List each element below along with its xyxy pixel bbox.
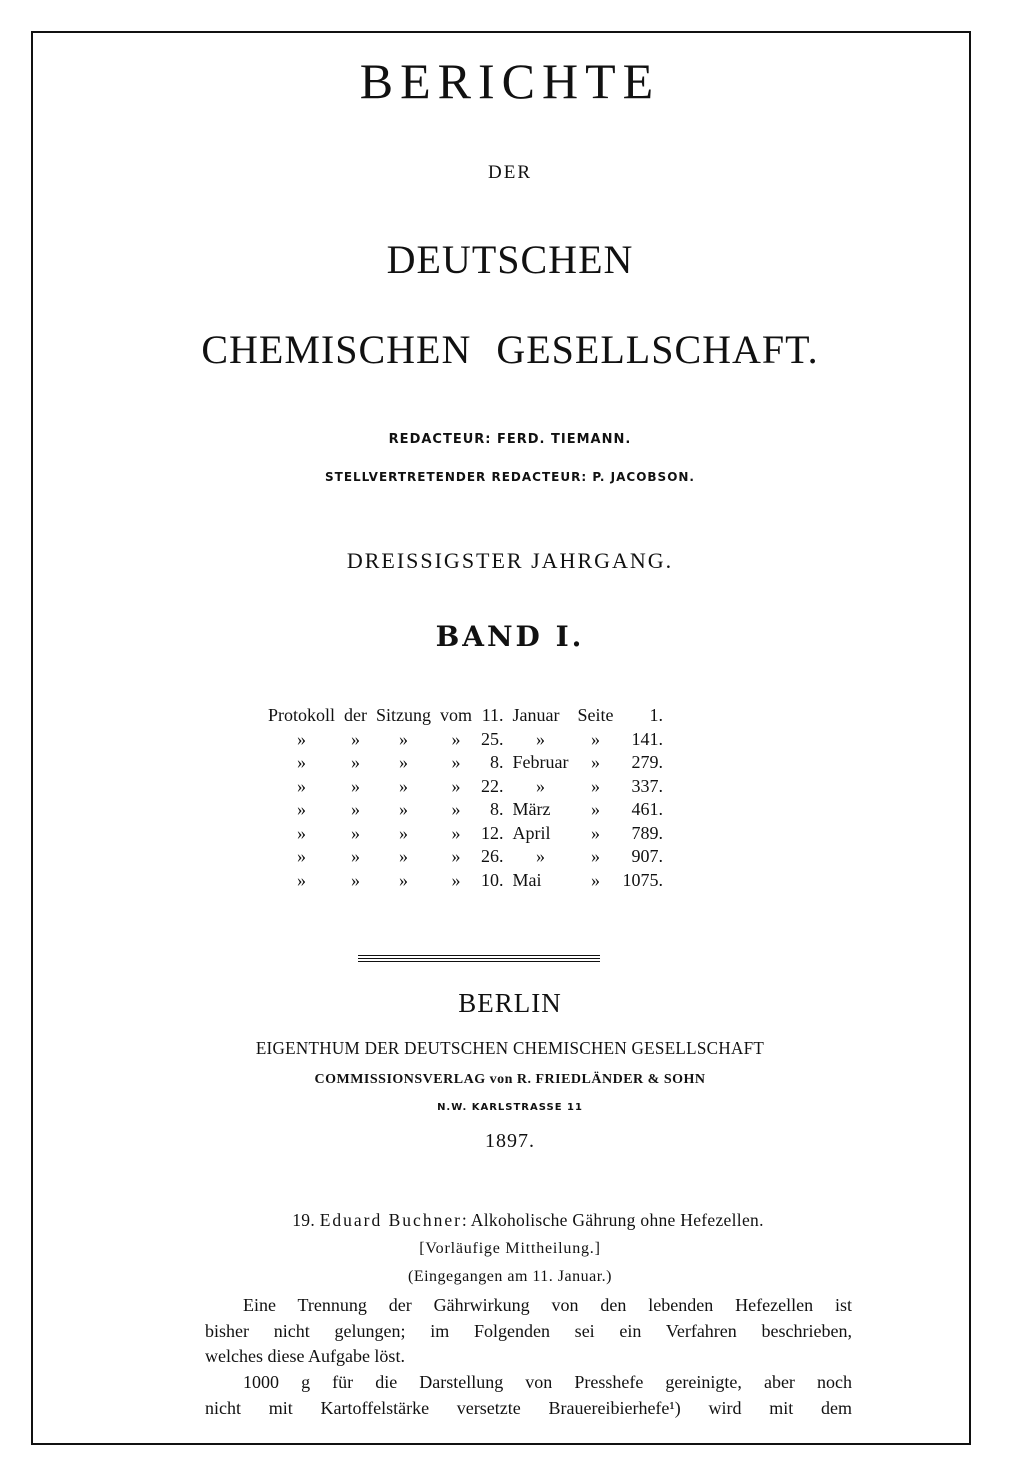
- session-cell-seite: »: [591, 799, 601, 819]
- session-cell-c3: »: [399, 752, 408, 772]
- session-cell-c1: »: [297, 846, 306, 866]
- session-cell-c4: »: [451, 869, 461, 890]
- article-title: : Alkoholische Gährung ohne Hefezellen.: [461, 1210, 764, 1230]
- session-cell-c1: »: [297, 799, 306, 819]
- session-cell-seite: »: [591, 752, 601, 772]
- volume-year-heading: DREISSIGSTER JAHRGANG.: [346, 548, 674, 573]
- session-cell-c1: Protokoll: [268, 705, 336, 725]
- session-cell-c2: »: [351, 728, 360, 749]
- session-cell-seite: »: [591, 728, 601, 749]
- session-cell-month: »: [536, 728, 546, 749]
- band-heading: BAND I.: [435, 620, 585, 653]
- session-cell-day: 8.: [490, 799, 504, 819]
- imprint-publisher: COMMISSIONSVERLAG von R. FRIEDLÄNDER & SOHN: [314, 1072, 706, 1087]
- session-cell-c2: »: [351, 846, 360, 866]
- session-cell-c4: »: [451, 822, 461, 843]
- session-cell-c4: »: [451, 752, 461, 772]
- session-cell-c2: »: [351, 775, 360, 796]
- article-paragraph-line: nicht mit Kartoffelstärke versetzte Brauereibierhefe¹) wird mit dem: [205, 1397, 852, 1418]
- session-protocol-table: [268, 704, 663, 892]
- session-cell-c4: »: [451, 846, 461, 866]
- session-cell-page: 279.: [631, 752, 664, 772]
- session-cell-c3: »: [399, 799, 408, 819]
- session-cell-month: März: [512, 799, 551, 819]
- title-deutschen: DEUTSCHEN: [386, 237, 634, 282]
- session-cell-page: 461.: [631, 799, 664, 819]
- session-cell-c4: »: [451, 775, 461, 796]
- session-cell-page: 1.: [649, 705, 664, 725]
- session-cell-page: 907.: [631, 846, 664, 866]
- imprint-owner: EIGENTHUM DER DEUTSCHEN CHEMISCHEN GESELLSCHAFT: [255, 1038, 765, 1058]
- session-row: [268, 704, 663, 728]
- session-cell-c1: »: [297, 822, 306, 843]
- session-cell-c1: »: [297, 728, 306, 749]
- session-cell-month: Januar: [512, 705, 560, 725]
- session-cell-c4: »: [451, 799, 461, 819]
- article-paragraph-line: Eine Trennung der Gährwirkung von den lebenden Hefezellen ist: [243, 1295, 852, 1315]
- article-author: Eduard Buchner: [319, 1210, 462, 1230]
- session-cell-day: 22.: [481, 775, 504, 796]
- divider-rule: [358, 955, 600, 956]
- session-cell-c2: »: [351, 752, 360, 772]
- session-cell-c4: vom: [440, 705, 473, 725]
- article-received: (Eingegangen am 11. Januar.): [407, 1268, 612, 1285]
- article-note: [Vorläufige Mittheilung.]: [419, 1240, 601, 1257]
- imprint-year: 1897.: [485, 1130, 535, 1152]
- title-chemischen-gesellschaft: CHEMISCHEN GESELLSCHAFT.: [201, 327, 819, 372]
- session-cell-day: 26.: [481, 846, 504, 866]
- article-paragraph-line: bisher nicht gelungen; im Folgenden sei ein Verfahren beschrieben,: [205, 1320, 852, 1341]
- session-cell-page: 1075.: [622, 869, 664, 890]
- session-cell-seite: »: [591, 869, 601, 890]
- imprint-address: N.W. KARLSTRASSE 11: [437, 1102, 583, 1113]
- session-cell-c3: »: [399, 869, 408, 890]
- session-row: [268, 751, 663, 775]
- session-cell-seite: Seite: [577, 705, 614, 725]
- session-cell-page: 141.: [631, 728, 664, 749]
- session-cell-c4: »: [451, 728, 461, 749]
- session-row: [268, 869, 663, 893]
- article-heading: [203, 1210, 853, 1231]
- session-row: [268, 798, 663, 822]
- session-cell-page: 789.: [631, 822, 664, 843]
- title-berichte: BERICHTE: [359, 53, 661, 109]
- title-der: DER: [488, 162, 532, 183]
- divider-rule: [358, 961, 600, 962]
- session-cell-day: 10.: [481, 869, 504, 890]
- session-cell-c2: »: [351, 869, 360, 890]
- session-cell-day: 12.: [481, 822, 504, 843]
- session-row: [268, 845, 663, 869]
- session-row: [268, 728, 663, 752]
- session-cell-c3: »: [399, 822, 408, 843]
- session-cell-month: April: [512, 822, 551, 843]
- session-cell-c3: Sitzung: [376, 705, 432, 725]
- session-cell-c2: der: [344, 705, 367, 725]
- session-cell-day: 11.: [481, 705, 504, 725]
- session-cell-c3: »: [399, 775, 408, 796]
- session-row: [268, 775, 663, 799]
- session-cell-month: Mai: [512, 869, 542, 890]
- session-cell-c3: »: [399, 728, 408, 749]
- session-cell-c1: »: [297, 775, 306, 796]
- session-cell-month: »: [536, 775, 546, 796]
- session-row: [268, 822, 663, 846]
- session-cell-seite: »: [591, 822, 601, 843]
- session-cell-c1: »: [297, 752, 306, 772]
- editor-line: REDACTEUR: FERD. TIEMANN.: [388, 432, 632, 447]
- article-number: 19.: [292, 1210, 316, 1230]
- article-paragraph-line: welches diese Aufgabe löst.: [205, 1346, 405, 1366]
- session-cell-c1: »: [297, 869, 306, 890]
- session-cell-seite: »: [591, 775, 601, 796]
- session-cell-seite: »: [591, 846, 601, 866]
- session-cell-c3: »: [399, 846, 408, 866]
- session-cell-page: 337.: [631, 775, 664, 796]
- article-paragraph-line: 1000 g für die Darstellung von Presshefe gereinigte, aber noch: [243, 1372, 852, 1392]
- session-cell-day: 25.: [481, 728, 504, 749]
- imprint-city: BERLIN: [458, 988, 562, 1018]
- deputy-editor-line: STELLVERTRETENDER REDACTEUR: P. JACOBSON.: [325, 470, 695, 484]
- session-cell-month: »: [536, 846, 546, 866]
- session-cell-day: 8.: [490, 752, 504, 772]
- divider-rule: [358, 958, 600, 959]
- session-cell-month: Februar: [512, 752, 569, 772]
- session-cell-c2: »: [351, 822, 360, 843]
- session-cell-c2: »: [351, 799, 360, 819]
